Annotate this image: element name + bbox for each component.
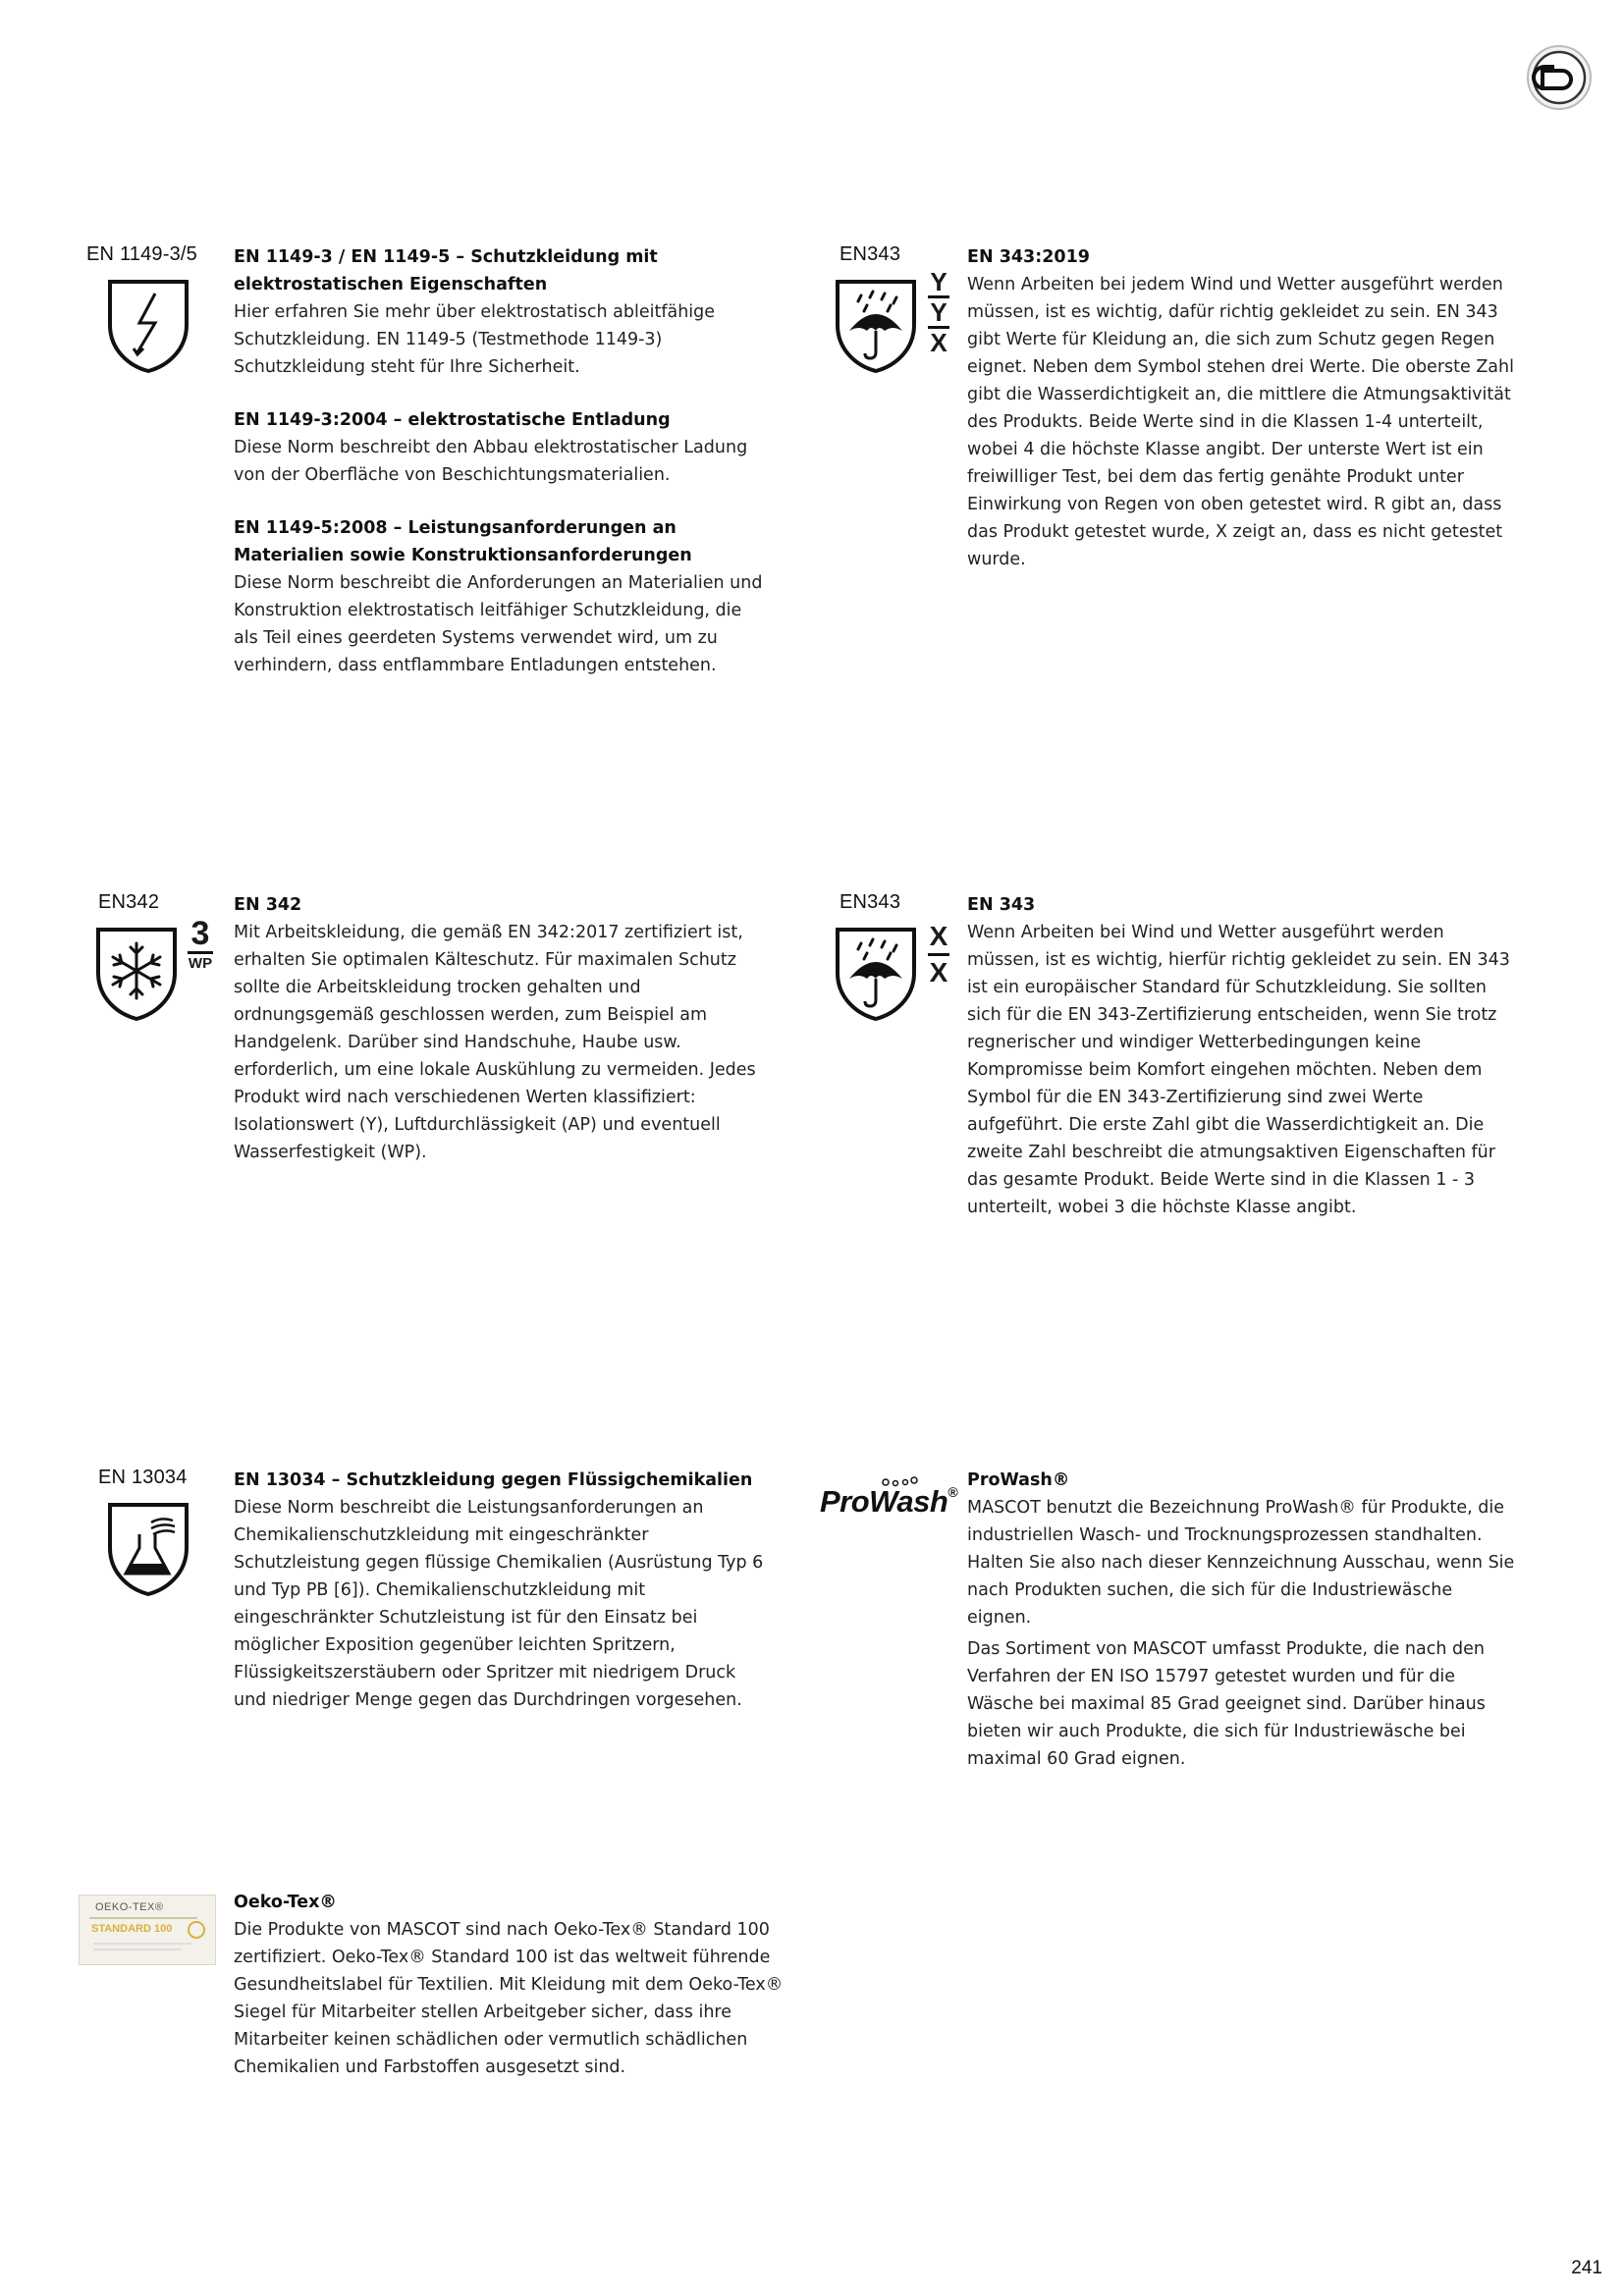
- en343-code: EN343: [839, 891, 901, 913]
- flask-shield-icon: [104, 1499, 224, 1597]
- en343-2019-code: EN343: [839, 243, 901, 265]
- en343-value-2: X: [929, 957, 948, 988]
- section-en343-2019: [830, 243, 1517, 597]
- page-number: 241: [1571, 2258, 1602, 2278]
- en342-value: 3: [188, 916, 213, 954]
- oekotex-text: Die Produkte von MASCOT sind nach Oeko-Tex® Standard 100 zertifiziert. Oeko-Tex® Standard 100 ist das weltweit führende Gesundheitslabel für Textilien. Mit Kleidung mit dem Oeko-Tex® Siegel für Mitarbeiter stellen Arbeitgeber sicher, dass ihre Mitarbeiter keinen schädlichen oder vermutlich schädlichen Chemikalien und Farbstoffen ausgesetzt sind.: [234, 1920, 784, 2077]
- prowash-text-2: Das Sortiment von MASCOT umfasst Produkte, die nach den Verfahren der EN ISO 15797 getestet wurden und für die Wäsche bei maximal 85 Grad geeignet sind. Darüber hinaus bieten wir auch Produkte, die sich für Industriewäsche bei maximal 60 Grad eignen.: [967, 1639, 1486, 1769]
- en343-2019-value-3: X: [930, 328, 947, 357]
- en343-2019-value-1: Y: [928, 268, 949, 298]
- en343-2019-text: Wenn Arbeiten bei jedem Wind und Wetter ausgeführt werden müssen, ist es wichtig, dafür richtig gekleidet zu sein. EN 343 gibt Werte für Kleidung an, die sich zum Schutz gegen Regen eignet. Neben dem Symbol stehen drei Werte. Die oberste Zahl gibt die Wasserdichtigkeit an, die mittlere die Atmungsaktivität des Produkts. Beide Werte sind in die Klassen 1-4 unterteilt, wobei 4 die höchste Klasse angibt. Der unterste Wert ist ein freiwilliger Test, bei dem das fertig genähte Produkt unter Einwirkung von Regen von oben getestet wird. R gibt an, dass das Produkt getestet wurde, X zeigt an, dass es nicht getestet wurde.: [967, 275, 1514, 569]
- en343-values: [928, 920, 949, 989]
- en342-text: Mit Arbeitskleidung, die gemäß EN 342:2017 zertifiziert ist, erhalten Sie optimalen Kälteschutz. Für maximalen Schutz sollte die Arbeitskleidung trocken gehalten und ordnungsgemäß geschlossen werden, zum Beispiel am Handgelenk. Darüber sind Handschuhe, Haube usw. erforderlich, um eine lokale Auskühlung zu vermeiden. Jedes Produkt wird nach verschiedenen Werten klassifiziert: Isolationswert (Y), Luftdurchlässigkeit (AP) und eventuell Wasserfestigkeit (WP).: [234, 923, 756, 1162]
- en1149-5-text: Diese Norm beschreibt die Anforderungen an Materialien und Konstruktion elektrostatisch leitfähiger Schutzkleidung, die als Teil eines geerdeten Systems verwendet wird, um zu verhindern, dass entflammbare Entladungen entstehen.: [234, 573, 763, 675]
- en342-code: EN342: [98, 891, 160, 913]
- prowash-text-1: MASCOT benutzt die Bezeichnung ProWash® für Produkte, die industriellen Wasch- und Trocknungsprozessen standhalten. Halten Sie also nach dieser Kennzeichnung Ausschau, wenn Sie nach Produkten suchen, die sich für die Industriewäsche eignen.: [967, 1498, 1515, 1628]
- en343-title: EN 343: [967, 895, 1036, 915]
- en13034-badge: [86, 1467, 224, 1597]
- en342-title: EN 342: [234, 895, 302, 915]
- en1149-3-title: EN 1149-3:2004 – elektrostatische Entladung: [234, 410, 671, 430]
- en343-2019-values: [928, 268, 949, 356]
- en342-value-stack: [181, 916, 220, 974]
- section-en342: [86, 891, 774, 1186]
- snowflake-shield-icon: [92, 924, 181, 1022]
- en343-text: Wenn Arbeiten bei Wind und Wetter ausgeführt werden müssen, ist es wichtig, hierfür richtig gekleidet zu sein. EN 343 ist ein europäischer Standard für Schutzkleidung. Sie sollten sich für die EN 343-Zertifizierung entscheiden, wenn Sie trotz regnerischer und windiger Wetterbedingungen keine Kompromisse beim Komfort eingehen möchten. Neben dem Symbol für die EN 343-Zertifizierung sind zwei Werte aufgeführt. Die erste Zahl gibt die Wasserdichtigkeit an. Die zweite Zahl beschreibt die atmungsaktiven Eigenschaften für das gesamte Produkt. Beide Werte sind in die Klassen 1 - 3 unterteilt, wobei 3 die höchste Klasse angibt.: [967, 923, 1510, 1217]
- en1149-3-text: Diese Norm beschreibt den Abbau elektrostatischer Ladung von der Oberfläche von Beschichtungsmaterialien.: [234, 438, 748, 485]
- en1149-title: EN 1149-3 / EN 1149-5 – Schutzkleidung mit elektrostatischen Eigenschaften: [234, 247, 658, 294]
- oekotex-logo-line1: OEKO-TEX®: [95, 1901, 164, 1913]
- en343-value-1: X: [928, 920, 949, 956]
- en343-2019-title: EN 343:2019: [967, 247, 1090, 267]
- en343-2019-value-2: Y: [928, 298, 949, 329]
- en1149-intro: Hier erfahren Sie mehr über elektrostatisch ableitfähige Schutzkleidung. EN 1149-5 (Testmethode 1149-3) Schutzkleidung steht für Ihre Sicherheit.: [234, 302, 716, 377]
- umbrella-rain-shield-icon: [832, 924, 920, 1022]
- section-prowash: [820, 1467, 1517, 1790]
- en13034-title: EN 13034 – Schutzkleidung gegen Flüssigchemikalien: [234, 1470, 753, 1490]
- gd-logo-icon: [1525, 43, 1594, 112]
- oekotex-label-icon: [79, 1895, 216, 1965]
- prowash-title: ProWash®: [967, 1470, 1070, 1490]
- section-en13034: [86, 1467, 774, 1741]
- section-en1149: [86, 243, 774, 715]
- prowash-logo-text: ProWash: [820, 1484, 948, 1519]
- umbrella-rain-shield-icon: [832, 276, 920, 374]
- prowash-logo-icon: [820, 1474, 957, 1533]
- en1149-badge: [86, 243, 224, 374]
- en1149-code: EN 1149-3/5: [86, 243, 198, 265]
- en342-value-sub: WP: [188, 955, 213, 972]
- lightning-shield-icon: [104, 276, 224, 374]
- en342-badge: [86, 891, 224, 1038]
- section-en343: [830, 891, 1517, 1245]
- en1149-5-title: EN 1149-5:2008 – Leistungsanforderungen an Materialien sowie Konstruktionsanforderungen: [234, 518, 692, 565]
- en13034-code: EN 13034: [98, 1467, 188, 1488]
- en343-badge: [830, 891, 967, 1038]
- en13034-text: Diese Norm beschreibt die Leistungsanforderungen an Chemikalienschutzkleidung mit eingeschränkter Schutzleistung gegen flüssige Chemikalien (Ausrüstung Typ 6 und Typ PB [6]). Chemikalienschutzkleidung mit eingeschränkter Schutzleistung ist für den Einsatz bei möglicher Exposition gegenüber leichten Spritzern, Flüssigkeitszerstäubern oder Spritzer mit niedrigem Druck und niedriger Menge gegen das Durchdringen vorgesehen.: [234, 1498, 764, 1710]
- prowash-logo-reg: ®: [947, 1484, 958, 1500]
- oekotex-title: Oeko-Tex®: [234, 1893, 337, 1912]
- section-oekotex: [79, 1889, 785, 2105]
- oekotex-logo-line2: STANDARD 100: [91, 1923, 173, 1935]
- en343-2019-badge: [830, 243, 967, 390]
